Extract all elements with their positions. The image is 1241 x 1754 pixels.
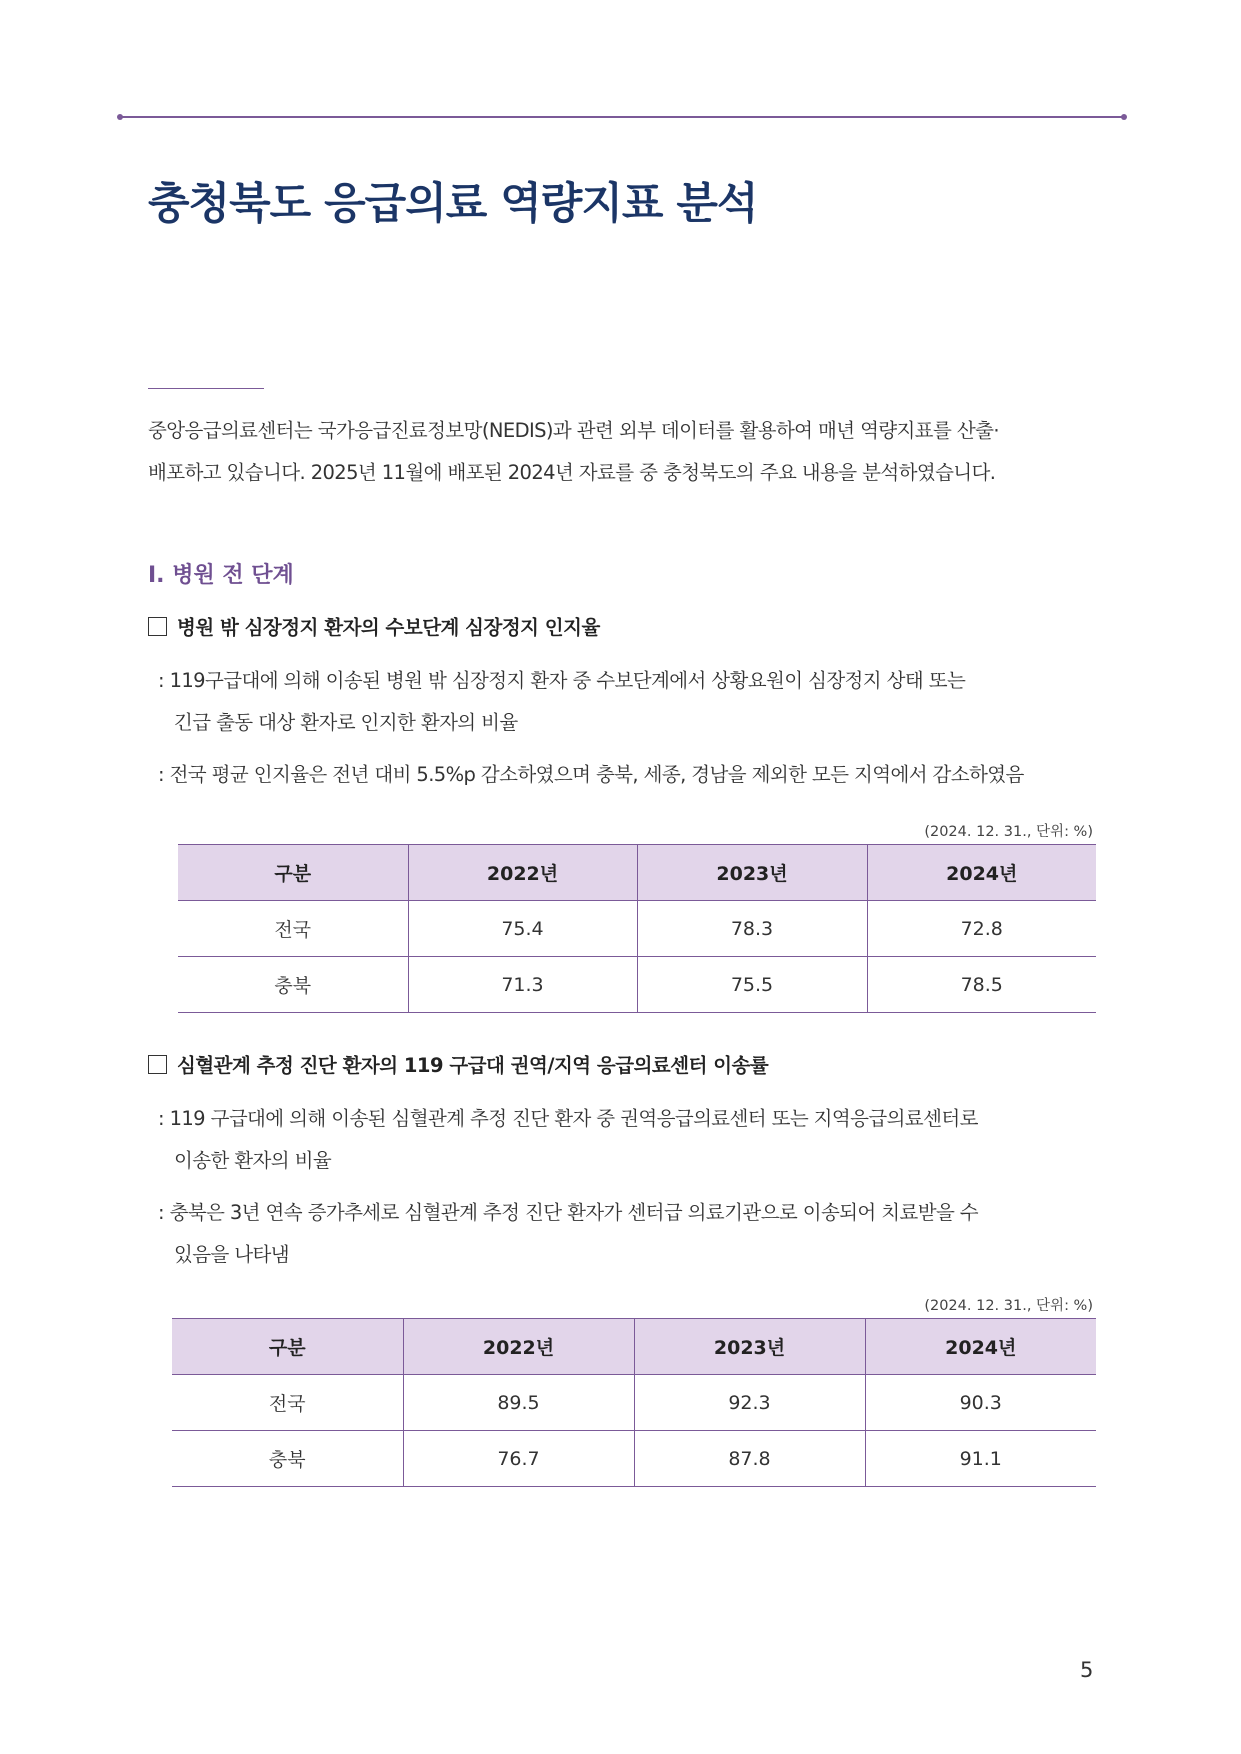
table-cell: 78.5 [867,957,1096,1013]
header-cell: 구분 [178,845,408,901]
intro-paragraph [148,410,1098,494]
table-unit-note: (2024. 12. 31., 단위: %) [924,824,1093,840]
item-heading-cardiac-arrest [148,612,600,640]
header-cell: 2023년 [637,845,867,901]
table-cell: 충북 [178,957,408,1013]
item-heading-cardiovascular [148,1050,768,1078]
header-cell: 2024년 [867,845,1096,901]
checkbox-icon [148,617,167,636]
header-cell: 2024년 [865,1319,1096,1375]
table-cell: 71.3 [408,957,637,1013]
header-cell: 2023년 [634,1319,865,1375]
item2-description [158,1098,978,1276]
intro-divider [148,388,264,389]
item-heading-text: 심혈관계 추정 진단 환자의 119 구급대 권역/지역 응급의료센터 이송률 [177,1054,769,1077]
header-cell: 2022년 [403,1319,634,1375]
divider-dot-right [1121,114,1127,120]
recognition-rate-table [178,844,1096,1013]
table-cell: 91.1 [865,1431,1096,1487]
section-heading: I. 병원 전 단계 [148,563,294,588]
table-row [172,1375,1096,1431]
table-cell: 89.5 [403,1375,634,1431]
table-cell: 충북 [172,1431,403,1487]
intro-line: 배포하고 있습니다. 2025년 11월에 배포된 2024년 자료를 중 충청북도의 주요 내용을 분석하였습니다. [148,461,996,484]
table-cell: 92.3 [634,1375,865,1431]
description-line: 이송한 환자의 비율 [174,1149,332,1172]
table-unit-note: (2024. 12. 31., 단위: %) [924,1298,1093,1314]
table-header-row [172,1319,1096,1375]
description-line: : 전국 평균 인지율은 전년 대비 5.5%p 감소하였으며 충북, 세종, 경남을 제외한 모든 지역에서 감소하였음 [158,763,1024,786]
description-line: : 119구급대에 의해 이송된 병원 밖 심장정지 환자 중 수보단계에서 상황요원이 심장정지 상태 또는 [158,669,966,692]
table-cell: 75.4 [408,901,637,957]
intro-line: 중앙응급의료센터는 국가응급진료정보망(NEDIS)과 관련 외부 데이터를 활용하여 매년 역량지표를 산출· [148,419,999,442]
description-line: : 충북은 3년 연속 증가추세로 심혈관계 추정 진단 환자가 센터급 의료기관으로 이송되어 치료받을 수 [158,1201,979,1224]
table-cell: 78.3 [637,901,867,957]
table-cell: 90.3 [865,1375,1096,1431]
table-row [178,957,1096,1013]
transfer-rate-table [172,1318,1096,1487]
checkbox-icon [148,1055,167,1074]
header-cell: 2022년 [408,845,637,901]
description-line: 긴급 출동 대상 환자로 인지한 환자의 비율 [174,711,518,734]
item1-description [158,660,1024,796]
top-divider [120,116,1124,118]
table-cell: 76.7 [403,1431,634,1487]
page-number: 5 [1080,1658,1094,1682]
item-heading-text: 병원 밖 심장정지 환자의 수보단계 심장정지 인지율 [177,616,600,639]
divider-dot-left [117,114,123,120]
table-cell: 전국 [178,901,408,957]
table-cell: 72.8 [867,901,1096,957]
table-cell: 전국 [172,1375,403,1431]
table-header-row [178,845,1096,901]
page-title: 충청북도 응급의료 역량지표 분석 [148,179,758,229]
header-cell: 구분 [172,1319,403,1375]
table-cell: 75.5 [637,957,867,1013]
description-line: : 119 구급대에 의해 이송된 심혈관계 추정 진단 환자 중 권역응급의료센터 또는 지역응급의료센터로 [158,1107,978,1130]
table-cell: 87.8 [634,1431,865,1487]
table-row [178,901,1096,957]
description-line: 있음을 나타냄 [174,1243,290,1266]
table-row [172,1431,1096,1487]
